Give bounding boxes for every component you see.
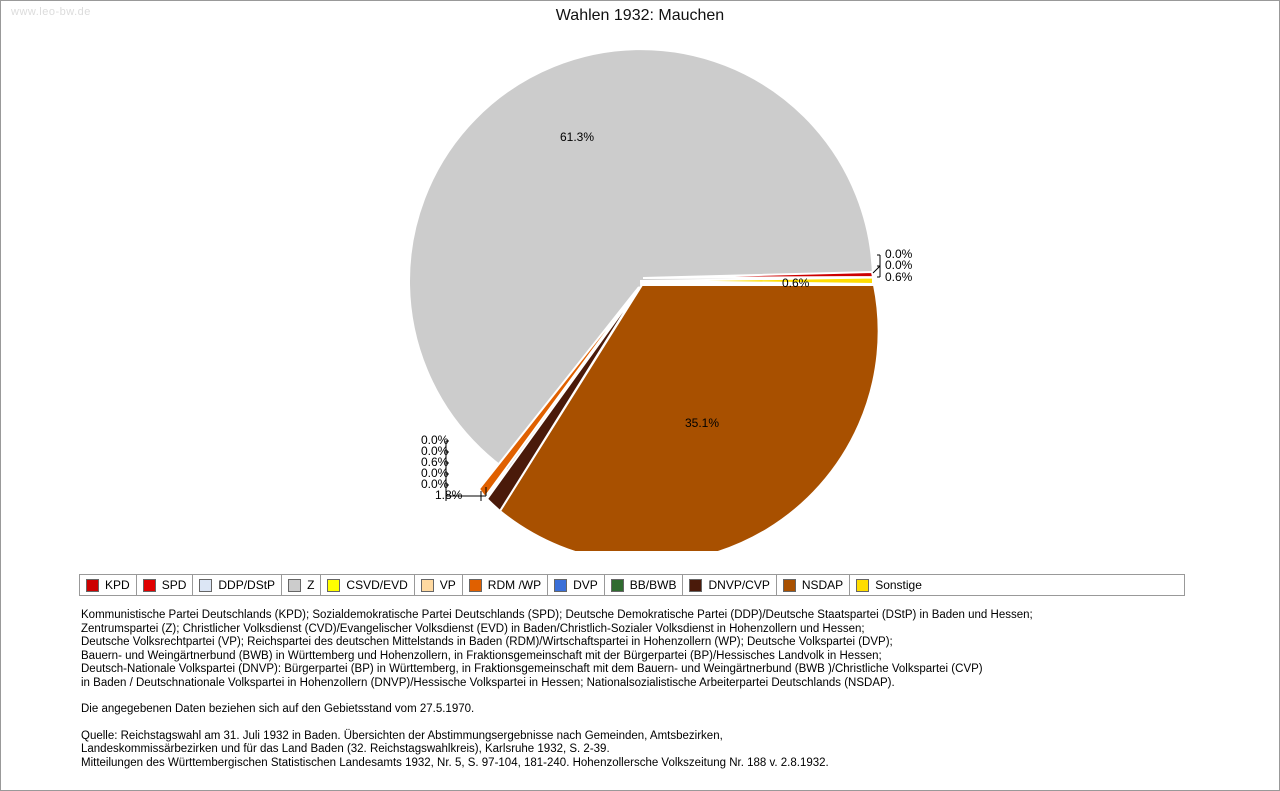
legend-swatch-icon	[327, 579, 340, 592]
pie-label-left-3: 0.6%	[421, 455, 449, 469]
notes-line-3: Deutsche Volksrechtpartei (VP); Reichspartei des deutschen Mittelstands in Baden (RDM)/Wirtschaftspartei in Hohenzollern (WP); Deutsche Volkspartei (DVP);	[81, 636, 893, 648]
pie-label-right-3: 0.6%	[885, 270, 913, 284]
legend-swatch-icon	[469, 579, 482, 592]
legend-item[interactable]	[463, 575, 548, 595]
legend-label: Sonstige	[875, 578, 922, 592]
pie-label-left-2: 0.0%	[421, 444, 449, 458]
legend-label: KPD	[105, 578, 130, 592]
legend-label: DNVP/CVP	[708, 578, 770, 592]
notes-spacer-2	[81, 717, 1231, 730]
notes-line-6: in Baden / Deutschnationale Volkspartei in Hohenzollern (DNVP)/Hessische Volkspartei in Hessen; Nationalsozialistische Arbeiterpartei Deutschlands (NSDAP).	[81, 676, 895, 689]
legend-swatch-icon	[86, 579, 99, 592]
page-title: Wahlen 1932: Mauchen	[555, 7, 725, 24]
legend-item[interactable]	[415, 575, 463, 595]
notes-line-2: Zentrumspartei (Z); Christlicher Volksdienst (CVD)/Evangelischer Volksdienst (EVD) in Baden/Christlich-Sozialer Volksdienst in Hohenzollern und Hessen;	[81, 622, 865, 635]
pie-chart-svg	[1, 41, 1280, 551]
pie-label-right-inner: 0.6%	[782, 276, 810, 290]
legend-item[interactable]	[777, 575, 850, 595]
legend-swatch-icon	[611, 579, 624, 592]
legend-swatch-icon	[288, 579, 301, 592]
legend-swatch-icon	[554, 579, 567, 592]
legend-swatch-icon	[421, 579, 434, 592]
leader-lines-right	[873, 255, 880, 277]
notes-data-note: Die angegebenen Daten beziehen sich auf den Gebietsstand vom 27.5.1970.	[81, 703, 475, 715]
pie-label-z: 61.3%	[560, 130, 595, 144]
pie-label-left-1: 0.0%	[421, 433, 449, 447]
notes-line-4: Bauern- und Weingärtnerbund (BWB) in Württemberg und Hohenzollern, in Fraktionsgemeinschaft mit der Bürgerpartei (BP)/Hessisches Landvolk in Hessen;	[81, 649, 882, 662]
legend-item[interactable]	[80, 575, 137, 595]
legend-item[interactable]	[193, 575, 282, 595]
pie-label-left-4: 0.0%	[421, 466, 449, 480]
legend-label: SPD	[161, 578, 187, 592]
notes-line-1: Kommunistische Partei Deutschlands (KPD); Sozialdemokratische Partei Deutschlands (SPD); Deutsche Demokratische Partei (DDP)/Deutsche Staatspartei (DStP) in Baden und Hessen;	[81, 609, 1033, 621]
legend-swatch-icon	[783, 579, 796, 592]
legend-swatch-icon	[689, 579, 702, 592]
legend-swatch-icon	[143, 579, 156, 592]
pie-label-right-2: 0.0%	[885, 258, 913, 272]
pie-label-right-1: 0.0%	[885, 247, 913, 261]
legend-item[interactable]	[605, 575, 684, 595]
legend-label: VP	[439, 578, 456, 592]
legend-label: Z	[307, 578, 315, 592]
legend-label: DDP/DStP	[218, 578, 276, 592]
legend-label: BB/BWB	[629, 578, 677, 592]
notes-line-5: Deutsch-Nationale Volkspartei (DNVP): Bürgerpartei (BP) in Württemberg, in Fraktionsgemeinschaft mit dem Bauern- und Weingärtnerbund (BWB )/Christliche Volkspartei (CVP)	[81, 663, 983, 675]
legend-swatch-icon	[199, 579, 212, 592]
watermark: www.leo-bw.de	[11, 6, 91, 18]
pie-label-nsdap: 35.1%	[685, 416, 720, 430]
legend-swatch-icon	[856, 579, 869, 592]
legend-label: DVP	[573, 578, 598, 592]
legend-item[interactable]	[683, 575, 776, 595]
notes-source-1: Quelle: Reichstagswahl am 31. Juli 1932 in Baden. Übersichten der Abstimmungsergebnisse nach Gemeinden, Amtsbezirken,	[81, 729, 723, 742]
legend-label: CSVD/EVD	[346, 578, 408, 592]
legend-item[interactable]	[548, 575, 605, 595]
legend-item[interactable]	[137, 575, 194, 595]
notes-source-3: Mitteilungen des Württembergischen Statistischen Landesamts 1932, Nr. 5, S. 97-104, 181-240. Hohenzollersche Volkszeitung Nr. 188 v. 2.8.1932.	[81, 756, 829, 769]
legend-item[interactable]	[850, 575, 928, 595]
chart-legend	[79, 574, 1185, 596]
legend-label: RDM /WP	[487, 578, 542, 592]
notes-source-2: Landeskommissärbezirken und für das Land Baden (32. Reichstagswahlkreis), Karlsruhe 1932, S. 2-39.	[81, 743, 610, 755]
pie-chart	[1, 41, 1280, 551]
legend-label: NSDAP	[801, 578, 844, 592]
notes-spacer-1	[81, 690, 1231, 703]
chart-notes	[81, 609, 1231, 770]
pie-label-left-6: 1.8%	[435, 488, 463, 502]
legend-item[interactable]	[282, 575, 321, 595]
pie-label-left-5: 0.0%	[421, 477, 449, 491]
legend-item[interactable]	[321, 575, 414, 595]
